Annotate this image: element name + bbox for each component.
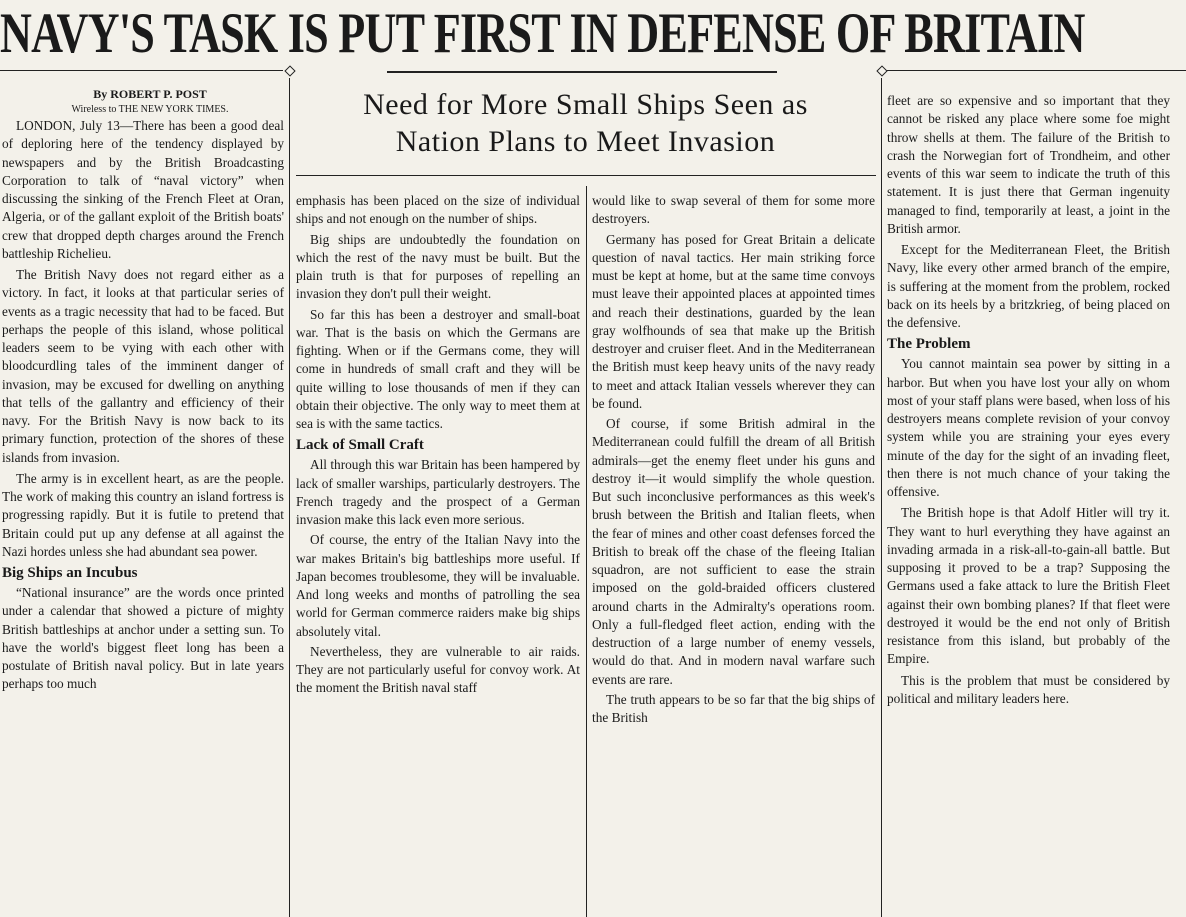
- paragraph: Except for the Mediterranean Fleet, the British Navy, like every other armed branch of the empire, is suffering at the moment from the problem, rocked back on its heels by a britzkrieg, of being placed on the defensive.: [887, 242, 1170, 330]
- subhead: The Problem: [887, 336, 971, 353]
- deck-line: Need for More Small Ships Seen as: [363, 88, 808, 121]
- paragraph: Germany has posed for Great Britain a delicate question of naval tactics. Her main striking force must be kept at home, but at the same time convoys must leave their appointed places at appointed times and reach their destinations, guarded by the lean gray wolfhounds of sea that make up the British destroyer and cruiser fleet. And in the Mediterranean the British must keep heavy units of the navy ready to meet and attack Italian vessels wherever they can be found.: [592, 231, 875, 411]
- paragraph: This is the problem that must be considered by political and military leaders here.: [887, 672, 1170, 706]
- article-column-3: [592, 192, 875, 917]
- subhead: Lack of Small Craft: [296, 437, 424, 454]
- paragraph: emphasis has been placed on the size of individual ships and not enough on the number of ships.: [296, 193, 580, 227]
- paragraph: The truth appears to be so far that the big ships of the British: [592, 691, 875, 725]
- paragraph: The British hope is that Adolf Hitler will try it. They want to hurl everything they have against an invading armada in a risk-all-to-gain-all battle. But supposing it proved to be a trap? Supposing the Germans used a fake attack to lure the British Fleet against their own bombing planes? If that fleet were destroyed it would be the end not only of British resistance from this island, but probably of the Empire.: [887, 505, 1170, 667]
- header-rule-left: [0, 70, 283, 71]
- article-column-4: [887, 92, 1170, 917]
- paragraph: Nevertheless, they are vulnerable to air raids. They are not particularly useful for convoy work. At the moment the British naval staff: [296, 643, 580, 696]
- subheadline-deck: [293, 86, 878, 160]
- paragraph: LONDON, July 13—There has been a good deal of deploring here of the tendency displayed by newspapers and by the British Broadcasting Corporation to talk of “naval victory” when discussing the sinking of the French Fleet at Oran, Algeria, or of the gallant exploit of the British boats' crew that dropped depth charges around the French battleship Richelieu.: [2, 118, 284, 261]
- subhead: Big Ships an Incubus: [2, 565, 138, 581]
- paragraph: fleet are so expensive and so important that they cannot be risked any place where some foe might throw shells at them. The failure of the British to crash the Norwegian fort of Trondheim, and other events of this war seem to indicate the truth of this statement. It is just there that German ingenuity managed to find, temporarily at least, a joint in the British armor.: [887, 93, 1170, 236]
- column-divider: [881, 78, 882, 917]
- column-divider: [586, 186, 587, 917]
- paragraph: So far this has been a destroyer and small-boat war. That is the basis on which the Germans are fighting. When or if the Germans come, they will come in hundreds of small craft and they will be quite willing to lose thousands of men if they can obtain their objective. The only way to meet them at sea is with the same tactics.: [296, 306, 580, 431]
- wire-credit: Wireless to THE NEW YORK TIMES.: [71, 104, 229, 115]
- article-column-1: [2, 86, 284, 917]
- headline: NAVY'S TASK IS PUT FIRST IN DEFENSE OF BRITAIN: [0, 2, 1085, 65]
- paragraph: would like to swap several of them for some more destroyers.: [592, 193, 875, 227]
- paragraph: Big ships are undoubtedly the foundation on which the rest of the navy must be built. But the plain truth is that for purposes of repelling an invasion they don't pull their weight.: [296, 231, 580, 302]
- column-divider: [289, 78, 290, 917]
- header-rule-mid: [387, 71, 777, 73]
- paragraph: Of course, the entry of the Italian Navy into the war makes Britain's big battleships more useful. If Japan becomes troublesome, they will be invaluable. And long weeks and months of patrolling the sea world for German commerce raiders make big ships absolutely vital.: [296, 532, 580, 639]
- paragraph: You cannot maintain sea power by sitting in a harbor. But when you have lost your ally on whom most of your staff plans were based, when loss of his destroyers means complete revision of your convoy system while you are straining your eyes every minute of the day for the sight of an invading fleet, then there is not much chance of your taking the offensive.: [887, 356, 1170, 499]
- article-column-2: [296, 192, 580, 917]
- deck-rule: [296, 175, 876, 176]
- paragraph: “National insurance” are the words once printed under a calendar that showed a picture of mighty British battleships at anchor under a setting sun. To have the world's biggest fleet long has been a postulate of British naval policy. But in late years perhaps too much: [2, 585, 284, 692]
- deck-line: Nation Plans to Meet Invasion: [395, 125, 776, 158]
- byline: By ROBERT P. POST: [93, 87, 207, 101]
- paragraph: All through this war Britain has been hampered by lack of smaller warships, particularly destroyers. The French tragedy and the prospect of a German invasion make this lack even more serious.: [296, 457, 580, 527]
- paragraph: Of course, if some British admiral in the Mediterranean could fulfill the dream of all British admirals—get the enemy fleet under his guns and destroy it—it would simplify the whole question. But such inconclusive performances as this week's brush between the British and Italian fleets, when the fear of mines and other coast defenses forced the British to break off the chase of the fleeing Italian squadron, are not sufficient to ease the strain imposed on the gold-braided officers clustered around charts in the Admiralty's operations room. Only a full-fledged fleet action, ending with the destruction of a large number of enemy vessels, would do that. And in modern naval warfare such events are rare.: [592, 416, 875, 687]
- header-rule-right: [887, 70, 1186, 71]
- paragraph: The army is in excellent heart, as are the people. The work of making this country an island fortress is progressing rapidly. But it is futile to pretend that Britain could put up any defense at all against the Nazi hordes unless she had abundant sea power.: [2, 470, 284, 559]
- paragraph: The British Navy does not regard either as a victory. In fact, it looks at that particular series of events as a tragic necessity that had to be faced. But perhaps the people of this island, whose political leaders seem to be vying with each other with bloodcurdling tales of the imminent danger of invasion, may be excused for dwelling on anything that tells of the gallantry and efficiency of their navy. For the British Navy is now back to its primary function, protection of the shores of these islands from invasion.: [2, 267, 284, 465]
